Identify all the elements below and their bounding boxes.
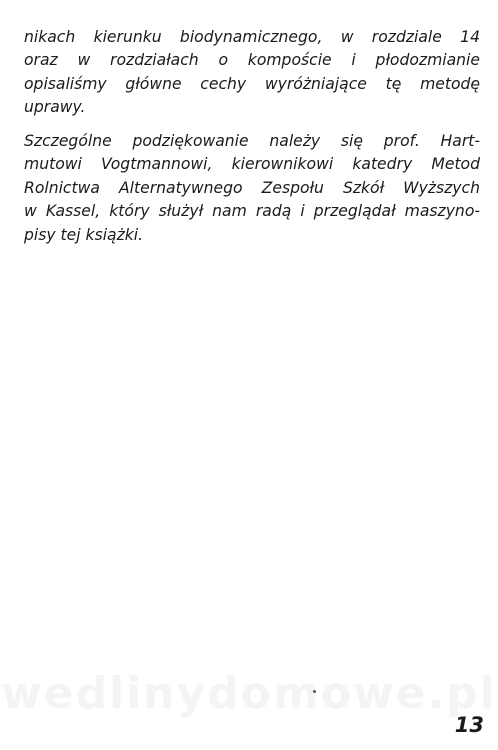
paragraph-line: w Kassel, który służył nam radą i przeglądał maszyno- (24, 202, 480, 221)
page-number: 13 (454, 713, 484, 737)
paragraph-line: Rolnictwa Alternatywnego Zespołu Szkół Wyższych (24, 178, 480, 197)
paragraph-line: pisy tej książki. (24, 225, 144, 244)
paragraph-1 (24, 26, 480, 120)
watermark (0, 668, 498, 719)
paragraph-line: mutowi Vogtmannowi, kierownikowi katedry Metod (24, 155, 480, 174)
paragraph-line: uprawy. (24, 98, 86, 117)
paragraph-line: Szczególne podziękowanie należy się prof. Hart- (24, 132, 480, 150)
stray-dot (313, 690, 316, 693)
paragraph-line: nikach kierunku biodynamicznego, w rozdziale 14 (24, 28, 480, 46)
paragraph-line: oraz w rozdziałach o kompoście i płodozmianie (24, 51, 480, 70)
paragraph-2 (24, 130, 480, 247)
paragraph-line: opisaliśmy główne cechy wyróżniające tę metodę (24, 74, 480, 93)
